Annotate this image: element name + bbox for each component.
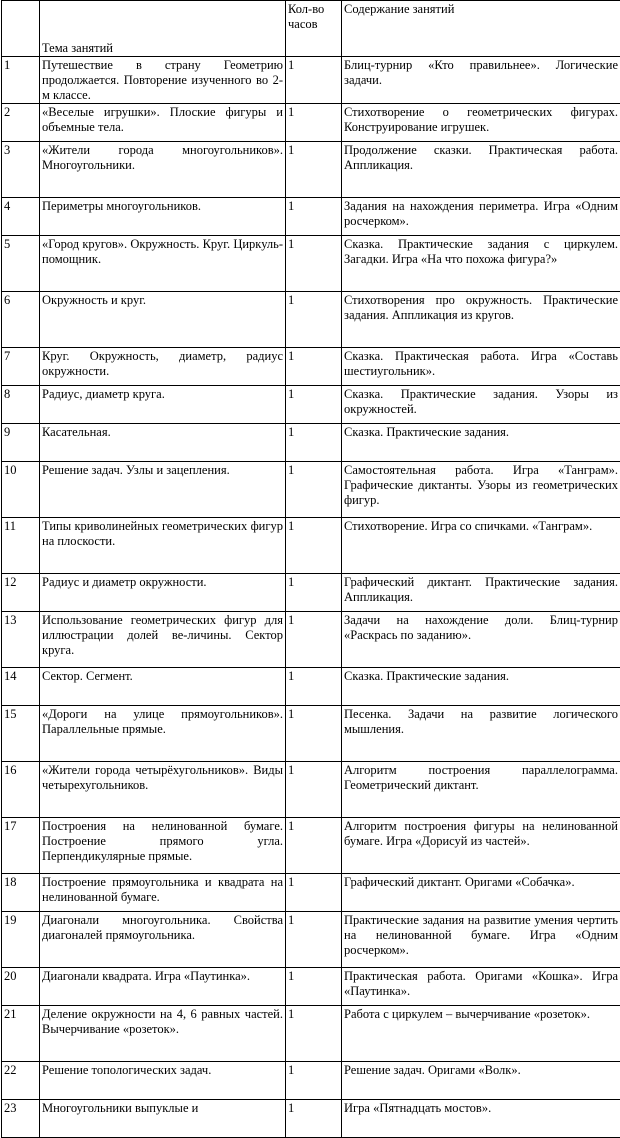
row-number: 23 xyxy=(2,1100,40,1138)
table-row xyxy=(2,912,620,968)
row-hours: 1 xyxy=(286,874,342,912)
table-row xyxy=(2,668,620,706)
row-topic: Периметры многоугольников. xyxy=(40,198,286,236)
header-hours: Кол-во часов xyxy=(286,1,342,57)
table-row xyxy=(2,462,620,518)
row-hours: 1 xyxy=(286,292,342,348)
row-hours: 1 xyxy=(286,142,342,198)
row-content: Игра «Пятнадцать мостов». xyxy=(342,1100,620,1138)
row-content: Песенка. Задачи на развитие логического мышления. xyxy=(342,706,620,762)
header-row xyxy=(2,1,620,57)
header-topic: Тема занятий xyxy=(40,1,286,57)
row-number: 10 xyxy=(2,462,40,518)
table-row xyxy=(2,1006,620,1062)
row-content: Сказка. Практические задания. Узоры из окружностей. xyxy=(342,386,620,424)
row-topic: Касательная. xyxy=(40,424,286,462)
table-row xyxy=(2,142,620,198)
table-row xyxy=(2,292,620,348)
row-hours: 1 xyxy=(286,198,342,236)
row-topic: Использование геометрических фигур для иллюстрации долей ве-личины. Сектор круга. xyxy=(40,612,286,668)
row-content: Стихотворение о геометрических фигурах. Конструирование игрушек. xyxy=(342,104,620,142)
table-row xyxy=(2,1062,620,1100)
row-hours: 1 xyxy=(286,424,342,462)
row-number: 2 xyxy=(2,104,40,142)
row-hours: 1 xyxy=(286,236,342,292)
row-content: Задания на нахождения периметра. Игра «Одним росчерком». xyxy=(342,198,620,236)
lesson-plan-body xyxy=(2,1,620,1138)
row-hours: 1 xyxy=(286,762,342,818)
row-hours: 1 xyxy=(286,1100,342,1138)
row-content: Работа с циркулем – вычерчивание «розеток». xyxy=(342,1006,620,1062)
row-topic: «Жители города многоугольников». Многоугольники. xyxy=(40,142,286,198)
row-topic: «Веселые игрушки». Плоские фигуры и объемные тела. xyxy=(40,104,286,142)
row-hours: 1 xyxy=(286,518,342,574)
row-number: 6 xyxy=(2,292,40,348)
row-content: Решение задач. Оригами «Волк». xyxy=(342,1062,620,1100)
row-hours: 1 xyxy=(286,818,342,874)
row-number: 17 xyxy=(2,818,40,874)
row-number: 4 xyxy=(2,198,40,236)
row-number: 20 xyxy=(2,968,40,1006)
row-topic: Диагонали многоугольника. Свойства диагоналей прямоугольника. xyxy=(40,912,286,968)
row-topic: Путешествие в страну Геометрию продолжается. Повторение изученного во 2-м классе. xyxy=(40,57,286,104)
row-topic: «Жители города четырёхугольников». Виды четырехугольников. xyxy=(40,762,286,818)
row-content: Сказка. Практические задания с циркулем. Загадки. Игра «На что похожа фигура?» xyxy=(342,236,620,292)
table-row xyxy=(2,198,620,236)
row-content: Стихотворение. Игра со спичками. «Танграм». xyxy=(342,518,620,574)
row-topic: Решение топологических задач. xyxy=(40,1062,286,1100)
table-row xyxy=(2,574,620,612)
row-hours: 1 xyxy=(286,706,342,762)
row-number: 5 xyxy=(2,236,40,292)
row-content: Сказка. Практические задания. xyxy=(342,668,620,706)
table-row xyxy=(2,57,620,104)
row-content: Продолжение сказки. Практическая работа. Аппликация. xyxy=(342,142,620,198)
row-hours: 1 xyxy=(286,386,342,424)
row-number: 21 xyxy=(2,1006,40,1062)
row-topic: Круг. Окружность, диаметр, радиус окружности. xyxy=(40,348,286,386)
row-number: 19 xyxy=(2,912,40,968)
row-hours: 1 xyxy=(286,574,342,612)
row-number: 15 xyxy=(2,706,40,762)
row-hours: 1 xyxy=(286,612,342,668)
row-content: Графический диктант. Оригами «Собачка». xyxy=(342,874,620,912)
row-hours: 1 xyxy=(286,462,342,518)
row-number: 3 xyxy=(2,142,40,198)
row-hours: 1 xyxy=(286,104,342,142)
row-content: Алгоритм построения фигуры на нелинованной бумаге. Игра «Дорисуй из частей». xyxy=(342,818,620,874)
table-row xyxy=(2,104,620,142)
table-row xyxy=(2,1100,620,1138)
header-number xyxy=(2,1,40,57)
row-topic: Радиус и диаметр окружности. xyxy=(40,574,286,612)
row-content: Графический диктант. Практические задания. Аппликация. xyxy=(342,574,620,612)
row-content: Практическая работа. Оригами «Кошка». Игра «Паутинка». xyxy=(342,968,620,1006)
lesson-plan-table xyxy=(1,0,620,1138)
table-row xyxy=(2,518,620,574)
row-hours: 1 xyxy=(286,348,342,386)
row-hours: 1 xyxy=(286,1006,342,1062)
row-topic: Окружность и круг. xyxy=(40,292,286,348)
row-number: 16 xyxy=(2,762,40,818)
row-topic: «Дороги на улице прямоугольников». Параллельные прямые. xyxy=(40,706,286,762)
header-content: Содержание занятий xyxy=(342,1,620,57)
row-topic: Решение задач. Узлы и зацепления. xyxy=(40,462,286,518)
row-content: Сказка. Практические задания. xyxy=(342,424,620,462)
row-topic: Типы криволинейных геометрических фигур на плоскости. xyxy=(40,518,286,574)
row-number: 22 xyxy=(2,1062,40,1100)
table-row xyxy=(2,818,620,874)
row-number: 8 xyxy=(2,386,40,424)
table-row xyxy=(2,236,620,292)
table-row xyxy=(2,386,620,424)
row-content: Сказка. Практическая работа. Игра «Составь шестиугольник». xyxy=(342,348,620,386)
table-row xyxy=(2,874,620,912)
row-content: Практические задания на развитие умения чертить на нелинованной бумаге. Игра «Одним росчерком». xyxy=(342,912,620,968)
row-hours: 1 xyxy=(286,668,342,706)
row-topic: Радиус, диаметр круга. xyxy=(40,386,286,424)
row-hours: 1 xyxy=(286,1062,342,1100)
row-number: 11 xyxy=(2,518,40,574)
table-row xyxy=(2,968,620,1006)
row-content: Блиц-турнир «Кто правильнее». Логические задачи. xyxy=(342,57,620,104)
row-topic: Сектор. Сегмент. xyxy=(40,668,286,706)
row-number: 12 xyxy=(2,574,40,612)
row-number: 18 xyxy=(2,874,40,912)
table-row xyxy=(2,612,620,668)
row-content: Задачи на нахождение доли. Блиц-турнир «Раскрась по заданию». xyxy=(342,612,620,668)
row-hours: 1 xyxy=(286,57,342,104)
row-hours: 1 xyxy=(286,968,342,1006)
row-topic: Деление окружности на 4, 6 равных частей. Вычерчивание «розеток». xyxy=(40,1006,286,1062)
table-row xyxy=(2,424,620,462)
row-topic: Многоугольники выпуклые и xyxy=(40,1100,286,1138)
row-content: Самостоятельная работа. Игра «Танграм». Графические диктанты. Узоры из геометрических фигур. xyxy=(342,462,620,518)
row-topic: Диагонали квадрата. Игра «Паутинка». xyxy=(40,968,286,1006)
row-topic: «Город кругов». Окружность. Круг. Циркуль-помощник. xyxy=(40,236,286,292)
row-hours: 1 xyxy=(286,912,342,968)
row-number: 14 xyxy=(2,668,40,706)
table-row xyxy=(2,706,620,762)
row-number: 13 xyxy=(2,612,40,668)
row-content: Стихотворения про окружность. Практические задания. Аппликация из кругов. xyxy=(342,292,620,348)
row-topic: Построения на нелинованной бумаге. Построение прямого угла. Перпендикулярные прямые. xyxy=(40,818,286,874)
row-content: Алгоритм построения параллелограмма. Геометрический диктант. xyxy=(342,762,620,818)
row-number: 1 xyxy=(2,57,40,104)
row-number: 9 xyxy=(2,424,40,462)
table-row xyxy=(2,348,620,386)
row-number: 7 xyxy=(2,348,40,386)
row-topic: Построение прямоугольника и квадрата на нелинованной бумаге. xyxy=(40,874,286,912)
table-row xyxy=(2,762,620,818)
